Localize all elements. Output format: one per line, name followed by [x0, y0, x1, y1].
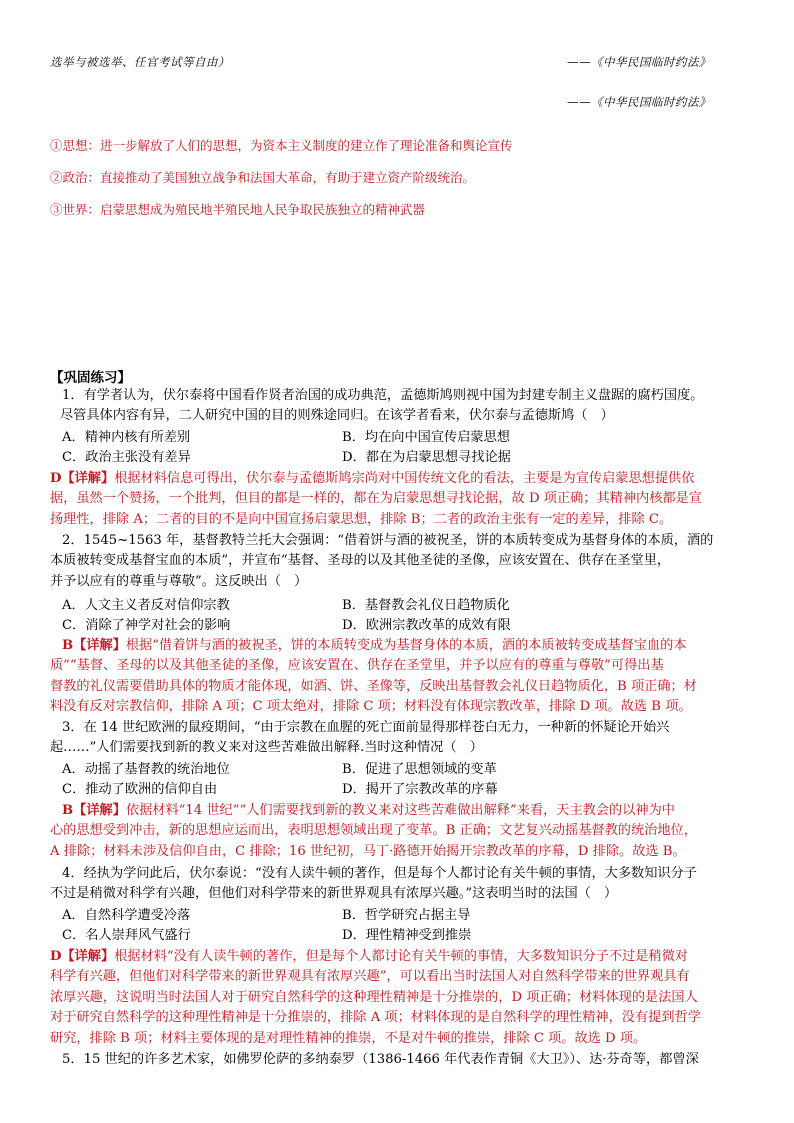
explanation-tag: 【详解】	[61, 949, 115, 964]
answer-letter: B	[62, 803, 74, 818]
option-a[interactable]: A．自然科学遭受冷落	[62, 908, 191, 923]
question-2-options-row-2	[62, 616, 742, 636]
question-2-stem	[50, 531, 742, 592]
question-4-explanation	[50, 947, 750, 1049]
influence-thought: ①思想：进一步解放了人们的思想，为资本主义制度的建立作了理论准备和舆论宣传	[50, 138, 513, 153]
option-a[interactable]: A．人文主义者反对信仰宗教	[62, 598, 230, 613]
option-b[interactable]: B．基督教会礼仪日趋物质化	[342, 598, 510, 613]
source-citation-2: ——《中华民国临时约法》	[567, 95, 711, 109]
explanation-tag: 【详解】	[73, 803, 126, 818]
question-4-options-row-1	[62, 906, 742, 926]
question-1-stem	[62, 386, 742, 427]
question-2-options-row-1	[62, 596, 742, 616]
explanation-line: 科学有兴趣，但他们对科学带来的新世界观具有浓厚兴趣”，可以看出当时法国人对自然科学带来的世界观具有	[50, 969, 690, 985]
stem-line: 尽管具体内容有异，二人研究中国的目的则殊途同归。在该学者看来，伏尔泰与孟德斯鸠（ ）	[60, 408, 614, 424]
stem-line: 起……”人们需要找到新的教义来对这些苦难做出解释.当时这种情况（ ）	[50, 740, 483, 756]
explanation-line: 督教的礼仪需要借助具体的物质才能体现，如酒、饼、圣像等，反映出基督教会礼仪日趋物质化，B 项正确；材	[50, 678, 697, 694]
question-3-options-row-2	[62, 780, 742, 800]
answer-letter: B	[62, 638, 74, 653]
explanation-line: A 排除；材料未涉及信仰自由，C 排除；16 世纪初，马丁·路德开始揭开宗教改革的序幕，D 排除。故选 B。	[50, 843, 686, 859]
explanation-line: 料没有反对宗教信仰，排除 A 项；C 项太绝对，排除 C 项；材料没有体现宗教改革，排除 D 项。故选 B 项。	[50, 699, 692, 715]
question-2-explanation	[50, 636, 750, 718]
option-b[interactable]: B．哲学研究占据主导	[342, 908, 471, 923]
option-c[interactable]: C．消除了神学对社会的影响	[62, 618, 231, 633]
stem-line: 5．15 世纪的许多艺术家，如佛罗伦萨的多纳泰罗（1386-1466 年代表作青铜《大卫》）、达·芬奇等，都曾深	[62, 1052, 699, 1067]
explanation-line: 根据材料“没有人读牛顿的著作，但是每个人都讨论有关牛顿的事情，大多数知识分子不过是稍微对	[114, 949, 688, 964]
option-c[interactable]: C．推动了欧洲的信仰自由	[62, 782, 218, 797]
explanation-line: 根据“借着饼与酒的被祝圣，饼的本质转变成为基督身体的本质，酒的本质被转变成基督宝血的本	[125, 638, 687, 653]
explanation-line: 质”“基督、圣母的以及其他圣徒的圣像，应该安置在、供存在圣堂里，并予以应有的尊重与尊敬”可得出基	[50, 658, 664, 674]
explanation-tag: 【详解】	[73, 638, 126, 653]
source-citation-1: ——《中华民国临时约法》	[567, 55, 711, 69]
explanation-line: 依据材料“14 世纪”“人们需要找到新的教义来对这些苦难做出解释”来看，天主教会的以神为中	[125, 803, 675, 818]
explanation-line: 扬理性，排除 A；二者的目的不是向中国宣扬启蒙思想，排除 B；二者的政治主张有一定的差异，排除 C。	[50, 511, 673, 527]
explanation-line: 研究，排除 B 项；材料主要体现的是对理性精神的推崇，不是对牛顿的推崇，排除 C 项。故选 D 项。	[50, 1030, 647, 1046]
option-d[interactable]: D．都在为启蒙思想寻找论据	[342, 450, 511, 465]
question-1-options-row-2	[62, 448, 742, 468]
option-d[interactable]: D．欧洲宗教改革的成效有限	[342, 618, 511, 633]
option-a[interactable]: A．精神内核有所差别	[62, 430, 191, 445]
influence-politics: ②政治：直接推动了美国独立战争和法国大革命，有助于建立资产阶级统治。	[50, 170, 476, 185]
influence-world: ③世界：启蒙思想成为殖民地半殖民地人民争取民族独立的精神武器	[50, 202, 426, 217]
stem-line: 4．经执为学问此后，伏尔泰说：“没有人读牛顿的著作，但是每个人都讨论有关牛顿的事情，大多数知识分子	[62, 866, 697, 881]
question-1-options-row-1	[62, 428, 742, 448]
option-b[interactable]: B．促进了思想领域的变革	[342, 762, 497, 777]
option-a[interactable]: A．动摇了基督教的统治地位	[62, 762, 230, 777]
section-title: 【巩固练习】	[50, 370, 131, 386]
option-d[interactable]: D．揭开了宗教改革的序幕	[342, 782, 498, 797]
question-3-explanation	[50, 801, 750, 862]
stem-line: 并予以应有的尊重与尊敬”。这反映出（ ）	[50, 573, 308, 589]
stem-line: 3．在 14 世纪欧洲的鼠疫期间，“由于宗教在血腥的死亡面前显得那样苍白无力，一种新的怀疑论开始兴	[62, 720, 670, 735]
question-4-options-row-2	[62, 926, 742, 946]
option-c[interactable]: C．政治主张没有差异	[62, 450, 191, 465]
stem-line: 1．有学者认为，伏尔泰将中国看作贤者治国的成功典范，孟德斯鸠则视中国为封建专制主义盘踞的腐朽国度。	[62, 388, 704, 403]
header-quote-text: 选举与被选举、任官考试等自由）	[50, 55, 230, 69]
explanation-line: 据，虽然一个赞扬，一个批判，但目的都是一样的，都在为启蒙思想寻找论据，故 D 项正确；其精神内核都是宣	[50, 491, 702, 507]
question-3-options-row-1	[62, 760, 742, 780]
explanation-tag: 【详解】	[61, 471, 115, 486]
question-1-explanation	[50, 469, 750, 530]
answer-letter: D	[50, 471, 62, 486]
explanation-line: 心的思想受到冲击，新的思想应运而出，表明思想领域出现了变革。B 正确；文艺复兴动摇基督教的统治地位，	[50, 823, 697, 839]
explanation-line: 浓厚兴趣，这说明当时法国人对于研究自然科学的这种理性精神是十分推崇的，D 项正确；材料体现的是法国人	[50, 989, 698, 1005]
stem-line: 本质被转变成基督宝血的本质”，并宣布“基督、圣母的以及其他圣徒的圣像，应该安置在、供存在圣堂里，	[50, 553, 671, 569]
answer-letter: D	[50, 949, 62, 964]
option-c[interactable]: C．名人崇拜风气盛行	[62, 928, 191, 943]
option-d[interactable]: D．理性精神受到推崇	[342, 928, 472, 943]
stem-line: 不过是稍微对科学有兴趣，但他们对科学带来的新世界观具有浓厚兴趣。”这表明当时的法国（ ）	[50, 886, 618, 902]
explanation-line: 根据材料信息可得出，伏尔泰与孟德斯鸠宗尚对中国传统文化的看法，主要是为宣传启蒙思想提供依	[114, 471, 695, 486]
explanation-line: 对于研究自然科学的这种理性精神是十分推崇的，排除 A 项；材料体现的是自然科学的理性精神，没有提到哲学	[50, 1010, 701, 1026]
question-5-stem	[62, 1050, 742, 1070]
stem-line: 2．1545~1563 年，基督教特兰托大会强调：“借着饼与酒的被祝圣，饼的本质转变成为基督身体的本质，酒的	[62, 533, 714, 548]
question-4-stem	[50, 864, 742, 905]
option-b[interactable]: B．均在向中国宣传启蒙思想	[342, 430, 510, 445]
question-3-stem	[50, 718, 742, 759]
